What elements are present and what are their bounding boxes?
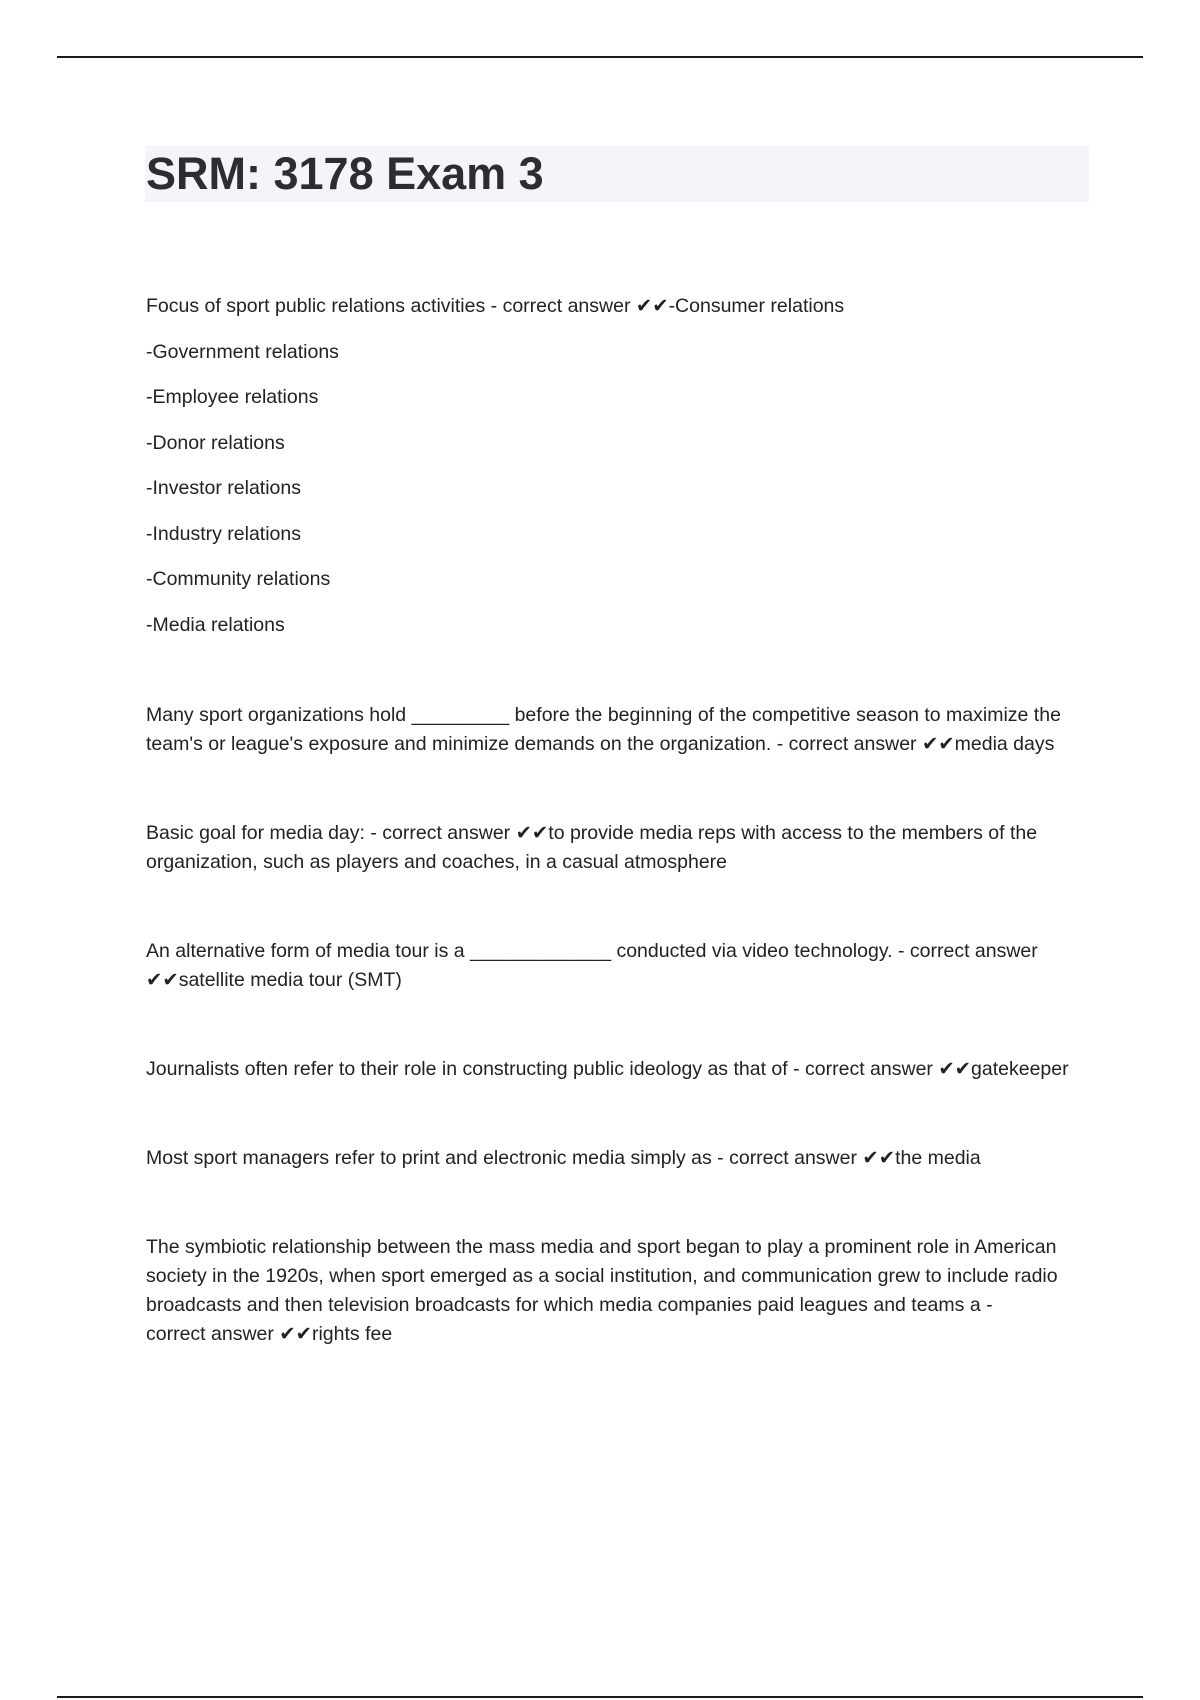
answer-text: the media [895, 1146, 981, 1169]
question-text: Basic goal for media day: [146, 821, 365, 844]
answer-marker: correct answer ✔✔ [805, 1057, 972, 1080]
separator: - [364, 821, 383, 844]
answer-marker: correct answer ✔✔ [729, 1146, 896, 1169]
answer-marker: correct answer ✔✔ [788, 732, 955, 755]
qa-item [146, 937, 1086, 995]
answer-list-item: -Community relations [146, 568, 331, 590]
answer-text: -Consumer relations [668, 295, 845, 317]
page-title: SRM: 3178 Exam 3 [146, 148, 544, 199]
separator: - [711, 1146, 730, 1169]
qa-item [146, 1055, 1086, 1084]
answer-text: to provide media reps with access to the members of the organization, such as players and coaches, in a casual atmosphere [146, 821, 1038, 873]
answer-list-item: -Investor relations [146, 477, 301, 499]
answer-list-item: -Media relations [146, 613, 285, 636]
separator: - [787, 1057, 806, 1080]
answer-list-item: -Donor relations [146, 431, 285, 454]
answer-text: media days [954, 732, 1055, 755]
answer-marker: correct answer ✔✔ [502, 295, 669, 317]
separator: - [980, 1293, 993, 1316]
separator: - [771, 732, 789, 755]
separator: - [485, 295, 503, 317]
answer-marker: correct answer ✔✔ [146, 939, 1038, 991]
qa-item [146, 701, 1086, 759]
question-text: The symbiotic relationship between the mass media and sport began to play a prominent role in American society in the 1920s, when sport emerged as a social institution, and communication grew to include radio broadcasts and then television broadcasts for which media companies paid leagues and teams a [146, 1235, 1058, 1316]
qa-item [146, 292, 1086, 321]
top-rule [57, 56, 1143, 58]
answer-text: rights fee [311, 1322, 393, 1345]
question-text: Most sport managers refer to print and electronic media simply as [146, 1146, 712, 1169]
document-body [146, 292, 1086, 1349]
answer-marker: correct answer ✔✔ [382, 821, 549, 844]
answer-list-item: -Employee relations [146, 386, 319, 408]
qa-item [146, 1144, 1086, 1173]
qa-item [146, 819, 1086, 877]
question-text: Many sport organizations hold _________ before the beginning of the competitive season to maximize the team's or league's exposure and minimize demands on the organization. [146, 703, 1061, 755]
answer-text: satellite media tour (SMT) [178, 968, 402, 991]
question-text: Journalists often refer to their role in constructing public ideology as that of [146, 1057, 788, 1080]
separator: - [892, 939, 910, 962]
answer-list-item: -Industry relations [146, 522, 301, 545]
question-text: Focus of sport public relations activities [146, 295, 486, 317]
answer-text: gatekeeper [971, 1057, 1069, 1080]
answer-marker: correct answer ✔✔ [146, 1322, 312, 1345]
bottom-rule [57, 1696, 1143, 1698]
qa-item [146, 1233, 1086, 1349]
question-text: An alternative form of media tour is a _____________ conducted via video technology. [146, 939, 893, 962]
answer-list-item: -Government relations [146, 340, 339, 363]
